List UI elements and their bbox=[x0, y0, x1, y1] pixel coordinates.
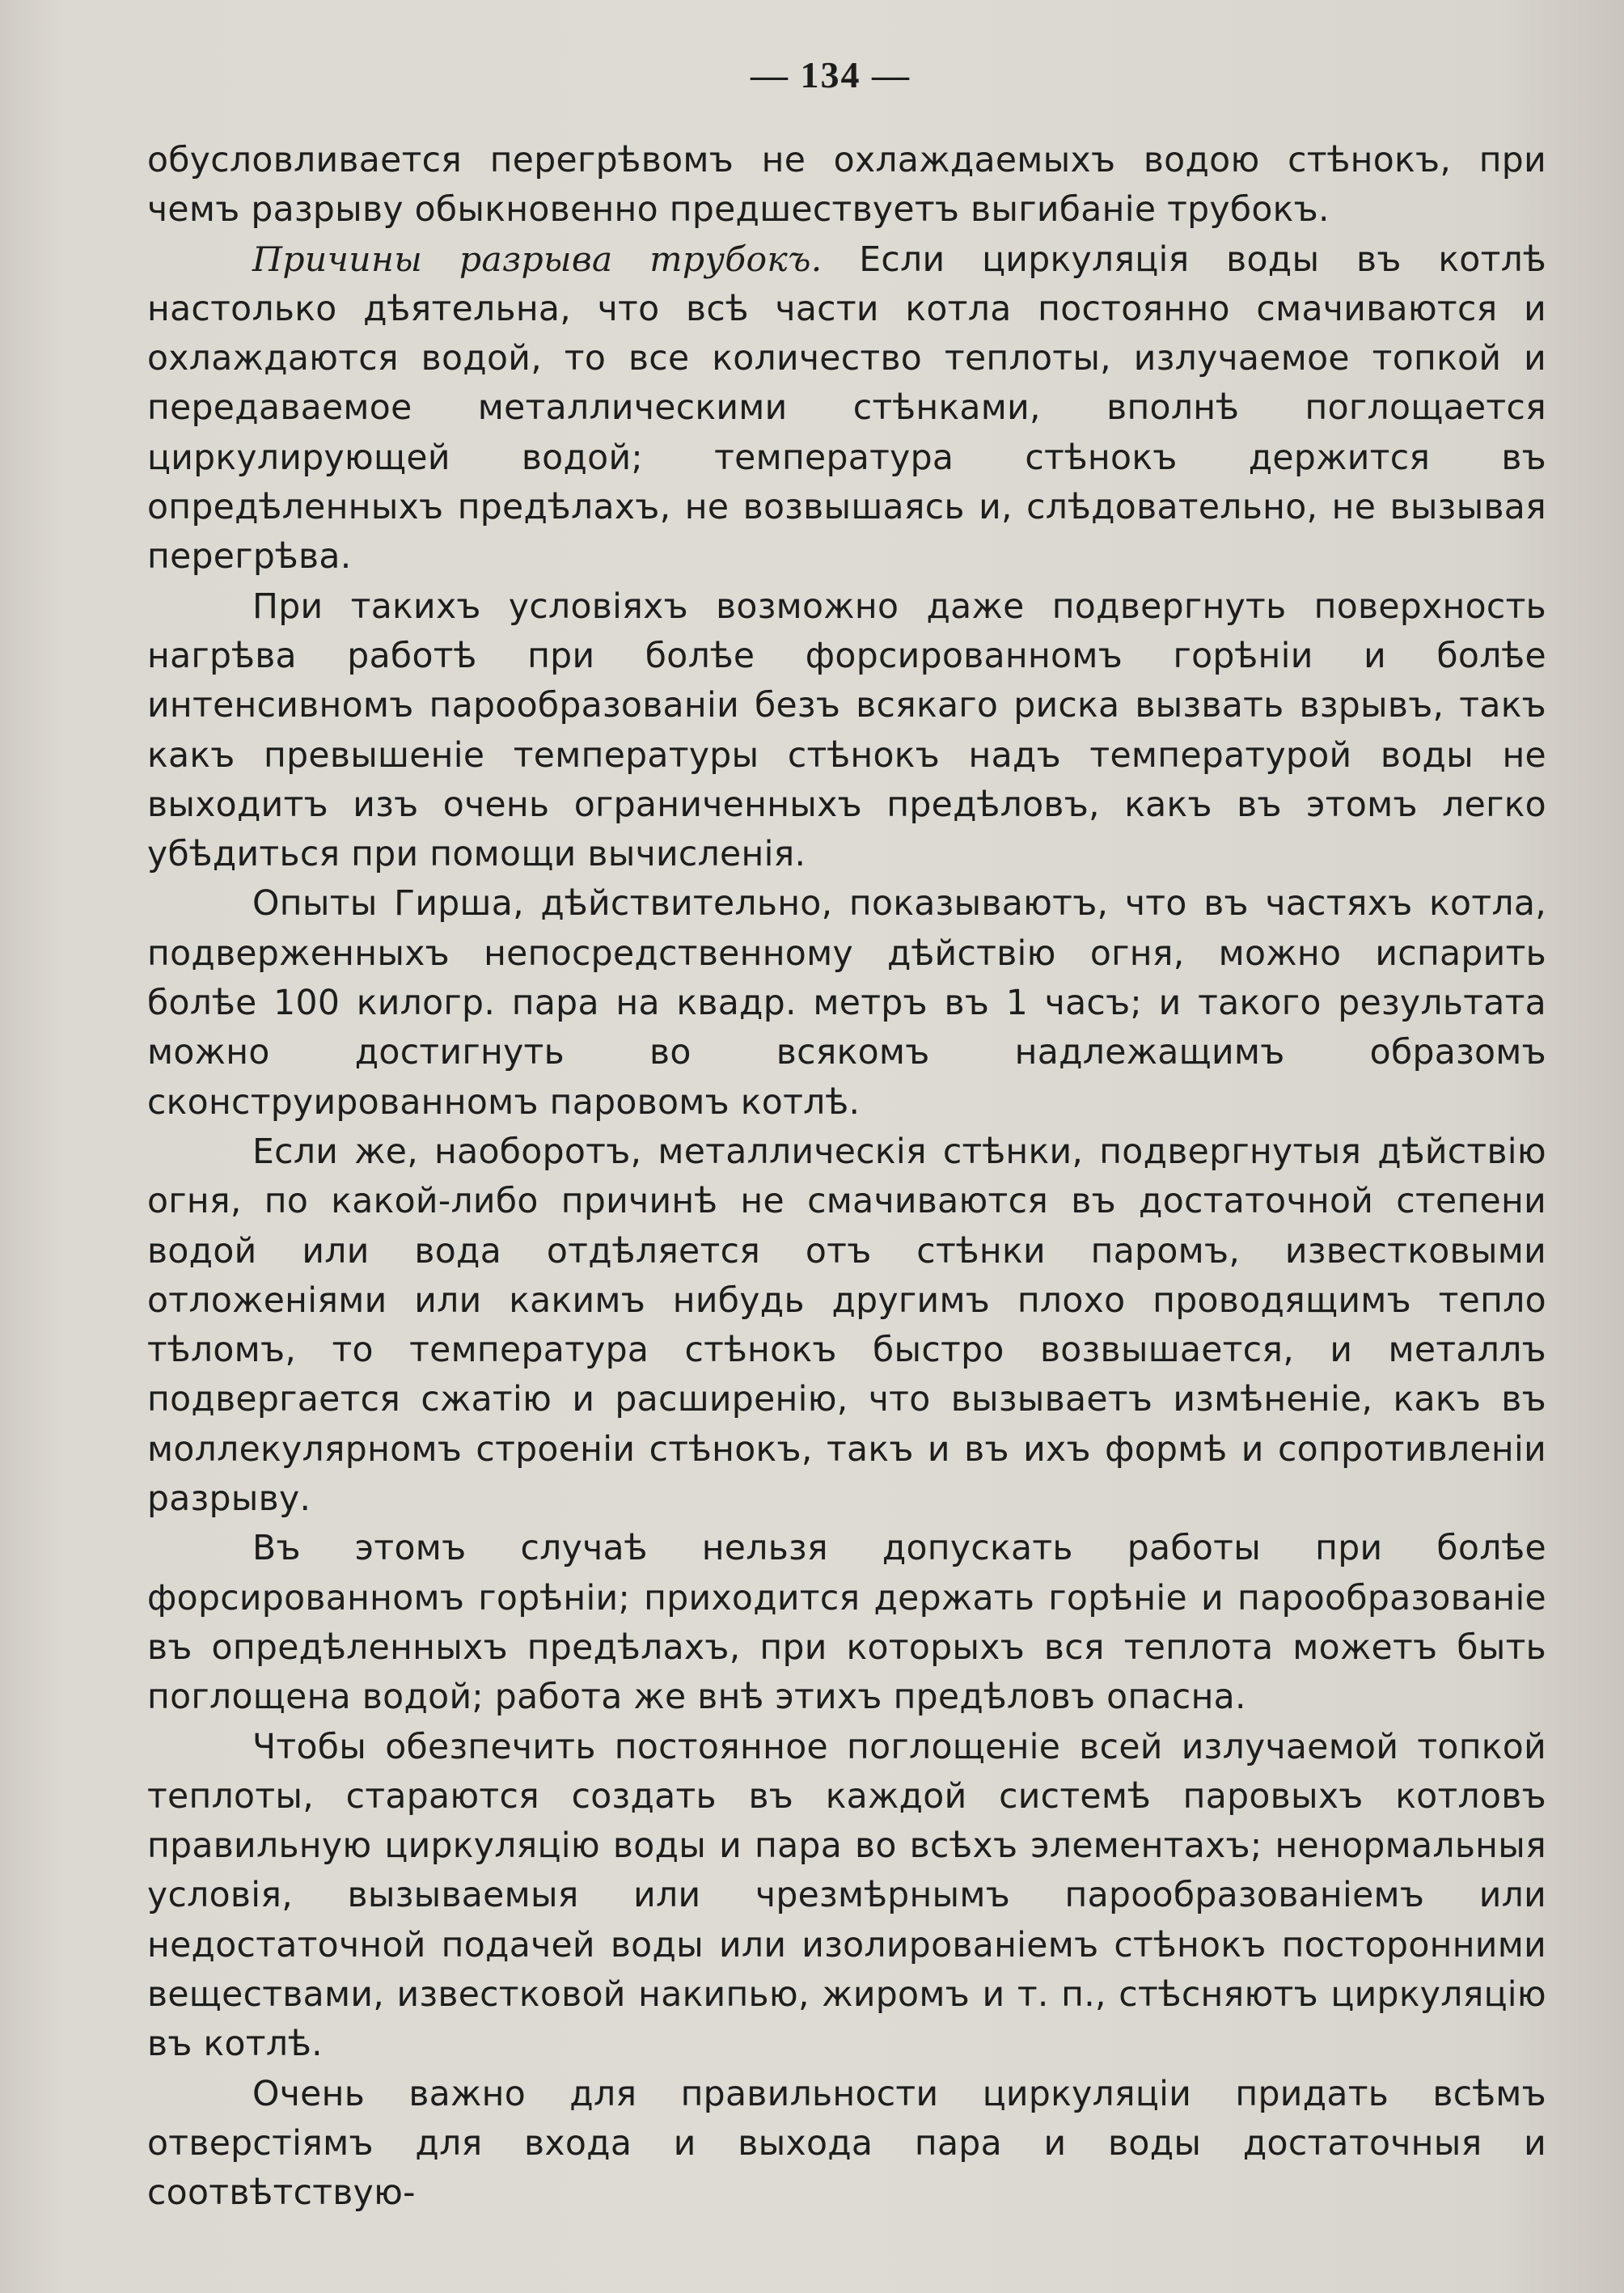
paragraph-2 bbox=[147, 235, 1546, 582]
paragraph-2-heading: Причины разрыва трубокъ. bbox=[252, 239, 823, 280]
paragraph-8-text: Очень важно для правильности циркуляціи придать всѣмъ отверстіямъ для входа и выхода пара и воды достаточныя и соотвѣтствую- bbox=[147, 2074, 1546, 2214]
page-number: — 134 — bbox=[751, 54, 911, 95]
paragraph-1 bbox=[147, 136, 1546, 235]
paragraph-7-text: Чтобы обезпечить постоянное поглощеніе всей излучаемой топкой теплоты, стараются создать въ каждой системѣ паровыхъ котловъ правильную циркуляцію воды и пара во всѣхъ элементахъ; ненормальныя условія, вызываемыя или чрезмѣрнымъ парообразованіемъ или недостаточной подачей воды или изолированіемъ стѣнокъ посторонними веществами, известковой накипью, жиромъ и т. п., стѣсняютъ циркуляцію въ котлѣ. bbox=[147, 1727, 1546, 2065]
paragraph-7 bbox=[147, 1723, 1546, 2070]
paragraph-8 bbox=[147, 2070, 1546, 2219]
paragraph-6-text: Въ этомъ случаѣ нельзя допускать работы при болѣе форсированномъ горѣніи; приходится держать горѣніе и парообразованіе въ опредѣленныхъ предѣлахъ, при которыхъ вся теплота можетъ быть поглощена водой; работа же внѣ этихъ предѣловъ опасна. bbox=[147, 1529, 1546, 1718]
paragraph-5 bbox=[147, 1127, 1546, 1524]
paragraph-5-text: Если же, наоборотъ, металлическія стѣнки, подвергнутыя дѣйствію огня, по какой-либо причинѣ не смачиваются въ достаточной степени водой или вода отдѣляется отъ стѣнки паромъ, известковыми отложеніями или какимъ нибудь другимъ плохо проводящимъ тепло тѣломъ, то температура стѣнокъ быстро возвышается, и металлъ подвергается сжатію и расширенію, что вызываетъ измѣненіе, какъ въ моллекулярномъ строеніи стѣнокъ, такъ и въ ихъ формѣ и сопротивленіи разрыву. bbox=[147, 1132, 1546, 1520]
paragraph-3-text: При такихъ условіяхъ возможно даже подвергнуть поверхность нагрѣва работѣ при болѣе форсированномъ горѣніи и болѣе интенсивномъ парообразованіи безъ всякаго риска вызвать взрывъ, такъ какъ превышеніе температуры стѣнокъ надъ температурой воды не выходитъ изъ очень ограниченныхъ предѣловъ, какъ въ этомъ легко убѣдиться при помощи вычисленія. bbox=[147, 586, 1546, 875]
paragraph-1-text: обусловливается перегрѣвомъ не охлаждаемыхъ водою стѣнокъ, при чемъ разрыву обыкновенно предшествуетъ выгибаніе трубокъ. bbox=[147, 141, 1546, 231]
paragraph-4 bbox=[147, 879, 1546, 1127]
paragraph-3 bbox=[147, 582, 1546, 880]
paragraph-6 bbox=[147, 1524, 1546, 1722]
page-body bbox=[147, 136, 1546, 2218]
paragraph-2-text: Если циркуляція воды въ котлѣ настолько дѣятельна, что всѣ части котла постоянно смачиваются и охлаждаются водой, то все количество теплоты, излучаемое топкой и передаваемое металлическими стѣнками, вполнѣ поглощается циркулирующей водой; температура стѣнокъ держится въ опредѣленныхъ предѣлахъ, не возвышаясь и, слѣдовательно, не вызывая перегрѣва. bbox=[147, 239, 1546, 577]
paragraph-4-text: Опыты Гирша, дѣйствительно, показываютъ, что въ частяхъ котла, подверженныхъ непосредственному дѣйствію огня, можно испарить болѣе 100 килогр. пара на квадр. метръ въ 1 часъ; и такого результата можно достигнуть во всякомъ надлежащимъ образомъ сконструированномъ паровомъ котлѣ. bbox=[147, 884, 1546, 1123]
